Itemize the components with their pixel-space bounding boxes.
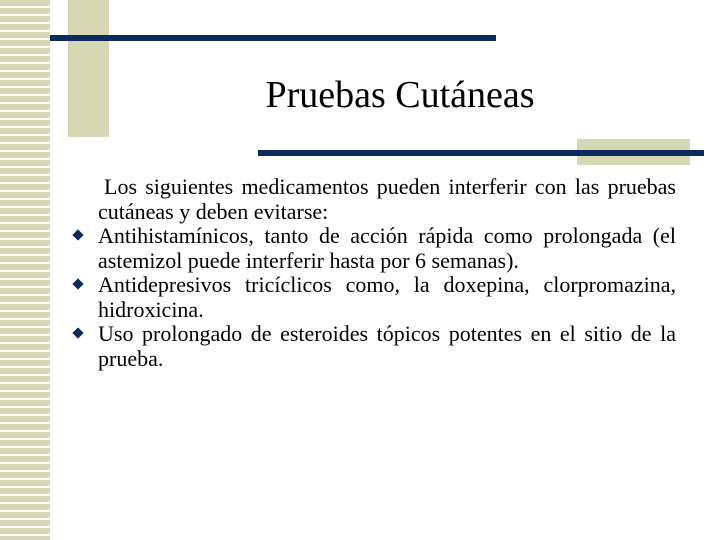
decorative-block-top <box>68 0 109 137</box>
list-item <box>96 273 676 322</box>
decorative-stripes <box>0 0 50 540</box>
accent-bar-bottom <box>258 150 704 156</box>
list-item-text: Antihistamínicos, tanto de acción rápida como prolongada (el astemizol puede interferir hasta por 6 semanas). <box>98 223 676 273</box>
list-item-text: Antidepresivos tricíclicos como, la doxepina, clorpromazina, hidroxicina. <box>98 272 676 322</box>
diamond-bullet-icon <box>72 278 83 289</box>
diamond-bullet-icon <box>72 327 83 338</box>
accent-bar-top <box>50 35 496 41</box>
list-item-text: Uso prolongado de esteroides tópicos potentes en el sitio de la prueba. <box>98 321 676 371</box>
slide-body <box>96 175 676 371</box>
bullet-list <box>96 224 676 371</box>
slide-title: Pruebas Cutáneas <box>265 74 535 116</box>
diamond-bullet-icon <box>72 229 83 240</box>
intro-paragraph: Los siguientes medicamentos pueden interferir con las pruebas cutáneas y deben evitarse: <box>98 174 676 224</box>
list-item <box>96 322 676 371</box>
list-item <box>96 224 676 273</box>
